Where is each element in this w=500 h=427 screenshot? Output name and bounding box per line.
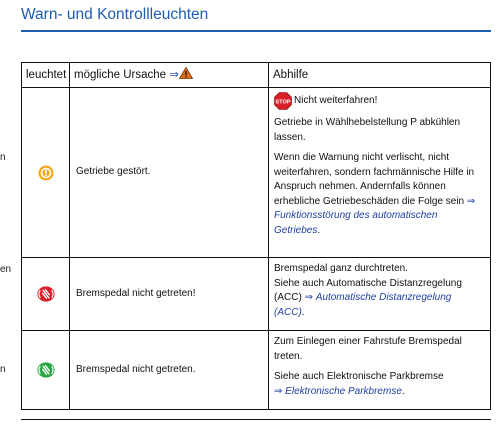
sentence-end: . [301, 306, 305, 318]
table-header-row [22, 63, 491, 88]
sentence-end: . [401, 385, 405, 397]
lamp-cell [22, 331, 70, 410]
cross-reference-link[interactable]: Automatische Distanzregelung (ACC) [274, 292, 452, 318]
table-row [22, 88, 491, 258]
remedy-paragraph [274, 277, 484, 321]
link-arrow-icon[interactable]: ⇒ [169, 68, 179, 81]
header-possible-cause [70, 63, 269, 88]
remedy-paragraph [274, 151, 484, 238]
table-row [22, 258, 491, 331]
page-title: Warn- und Kontrollleuchten [21, 6, 209, 23]
brake-pedal-green-icon [37, 362, 55, 378]
table-row [22, 331, 491, 410]
sentence-end: . [317, 224, 321, 236]
remedy-paragraph: Getriebe in Wählhebelstellung P abkühlen lassen. [274, 117, 461, 143]
margin-text-fragment: n [0, 152, 6, 163]
warning-triangle-icon [179, 67, 193, 79]
warning-lights-table [21, 62, 491, 410]
remedy-cell [269, 331, 491, 410]
lamp-cell [22, 88, 70, 258]
remedy-text: Siehe auch Elektronische Parkbremse [274, 371, 444, 382]
stop-sign-icon [274, 92, 292, 110]
cross-reference-link[interactable]: Elektronische Parkbremse [285, 385, 402, 397]
cause-cell: Bremspedal nicht getreten. [70, 331, 269, 410]
stop-warning-text: Nicht weiterfahren! [294, 94, 378, 106]
remedy-text: Wenn die Warnung nicht verlischt, nicht weiterfahren, sondern fachmännische Hilfe in Anspruch nehmen. Andernfalls können erhebliche Getriebeschäden die Folge sein [274, 152, 475, 207]
title-underline [21, 30, 491, 32]
link-arrow-icon: ⇒ [304, 292, 313, 303]
stop-sign-label: STOP [275, 99, 291, 106]
lamp-cell [22, 258, 70, 331]
bottom-divider [21, 419, 491, 420]
cross-reference-link[interactable]: Funktionsstörung des automatischen Getriebes [274, 210, 438, 236]
header-possible-cause-label: mögliche Ursache [74, 68, 167, 81]
brake-pedal-red-icon [37, 286, 55, 302]
header-lights-on: leuchtet [22, 63, 70, 88]
gearbox-warning-icon [38, 165, 54, 181]
link-arrow-icon: ⇒ [274, 385, 283, 397]
margin-text-fragment: n [0, 364, 6, 375]
header-remedy: Abhilfe [269, 63, 491, 88]
cause-cell: Bremspedal nicht getreten! [70, 258, 269, 331]
remedy-text: Siehe auch Automatische Distanzregelung (ACC) [274, 277, 462, 303]
remedy-cell [269, 258, 491, 331]
link-arrow-icon: ⇒ [466, 195, 476, 207]
remedy-paragraph: Zum Einlegen einer Fahrstufe Bremspedal treten. [274, 336, 462, 362]
remedy-paragraph [274, 370, 484, 399]
remedy-cell [269, 88, 491, 258]
remedy-paragraph: Bremspedal ganz durchtreten. [274, 263, 408, 274]
cause-cell: Getriebe gestört. [70, 88, 269, 258]
margin-text-fragment: en [0, 264, 12, 275]
